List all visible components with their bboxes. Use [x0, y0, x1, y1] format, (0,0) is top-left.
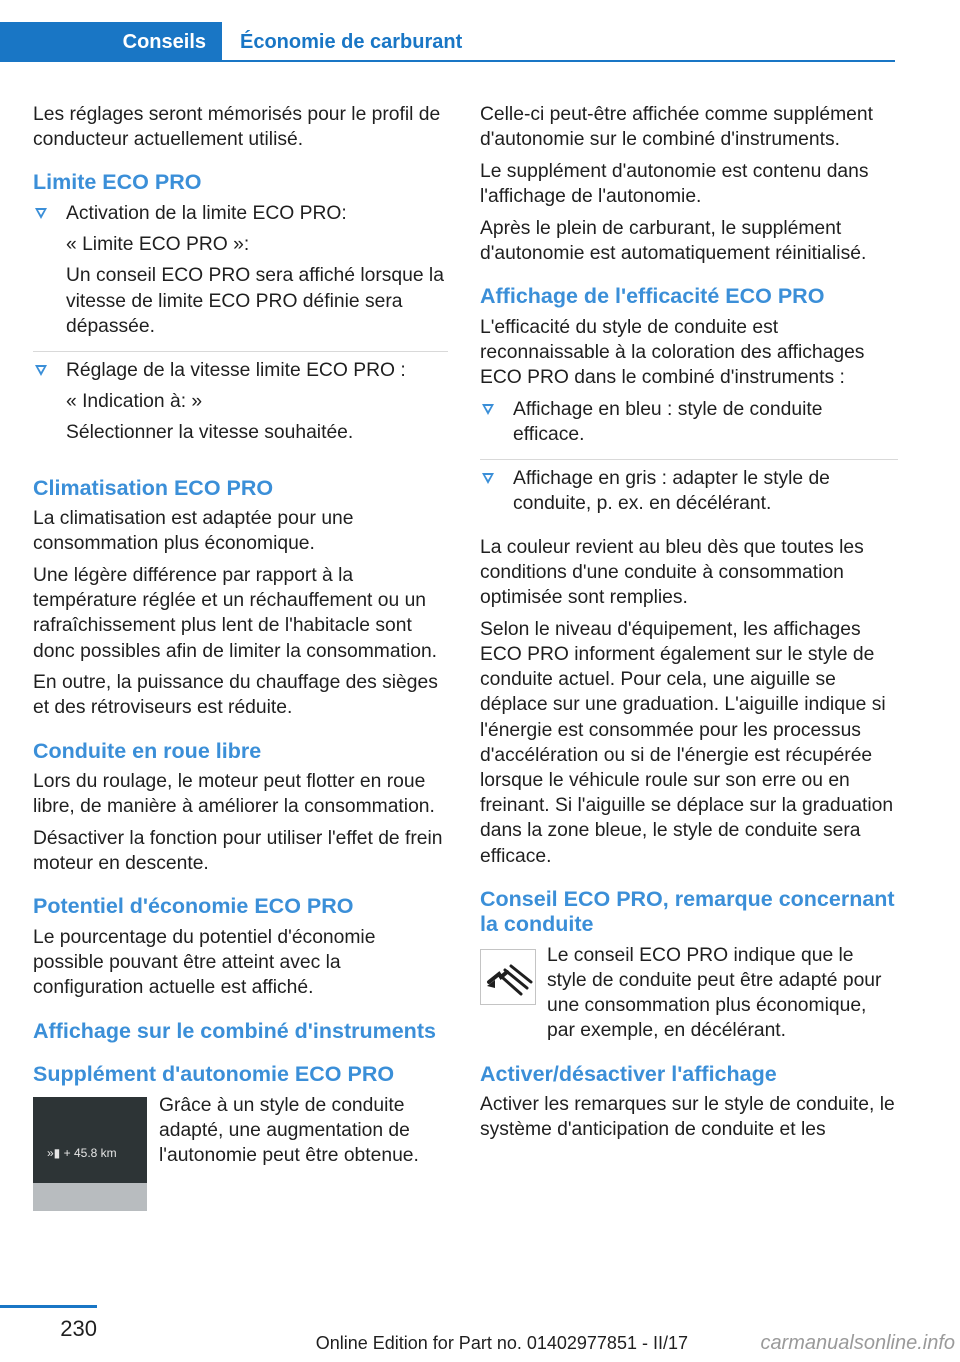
triangle-bullet-icon	[35, 208, 47, 219]
heading-supplement-autonomie: Supplément d'autonomie ECO PRO	[33, 1062, 395, 1087]
supplement-text: Grâce à un style de conduite adapté, une augmentation de l'autonomie peut être obtenue.	[159, 1094, 419, 1166]
page-header	[0, 0, 960, 64]
page-number: 230	[60, 1316, 97, 1341]
heading-roue-libre: Conduite en roue libre	[33, 738, 262, 763]
list-item-text: Affichage en bleu : style de conduite efficace.	[513, 398, 823, 446]
paragraph: Une légère différence par rapport à la température réglée et un réchauffement ou un rafraîchissement plus lent de l'habitacle sont donc possibles afin de limiter la consommation.	[33, 564, 438, 662]
triangle-bullet-icon	[35, 365, 47, 376]
paragraph: La couleur revient au bleu dès que toutes les conditions d'une conduite à consommation optimisée sont remplies.	[480, 536, 864, 609]
supplement-figure-row	[33, 1093, 448, 1213]
conseil-figure-row	[480, 943, 898, 1044]
paragraph: Le pourcentage du potentiel d'économie possible pouvant être atteint avec la configuration actuelle est affiché.	[33, 926, 376, 999]
instrument-cluster-image	[33, 1097, 147, 1211]
list-item-menu: « Limite ECO PRO »:	[66, 234, 250, 256]
heading-affichage-combine: Affichage sur le combiné d'instruments	[33, 1018, 436, 1043]
paragraph: La climatisation est adaptée pour une consommation plus économique.	[33, 508, 354, 555]
eco-pro-tip-icon	[480, 949, 536, 1005]
intro-paragraph: Les réglages seront mémorisés pour le profil de conducteur actuellement utilisé.	[33, 104, 441, 151]
heading-efficacite: Affichage de l'efficacité ECO PRO	[480, 284, 825, 309]
triangle-bullet-icon	[482, 473, 494, 484]
edition-note: Online Edition for Part no. 01402977851 - II/17	[315, 1333, 688, 1353]
efficacite-list	[480, 397, 898, 529]
heading-potentiel: Potentiel d'économie ECO PRO	[33, 894, 354, 919]
heading-limite-eco-pro: Limite ECO PRO	[33, 170, 202, 195]
footer-divider	[0, 1305, 97, 1308]
list-item	[480, 466, 898, 528]
list-item	[480, 397, 898, 460]
image-band	[33, 1183, 147, 1211]
list-item-text: Réglage de la vitesse limite ECO PRO :	[66, 359, 406, 381]
list-item-menu: « Indication à: »	[66, 391, 203, 413]
paragraph: Le supplément d'autonomie est contenu dans l'affichage de l'autonomie.	[480, 160, 869, 208]
paragraph: Désactiver la fonction pour utiliser l'effet de frein moteur en descente.	[33, 828, 443, 875]
limite-list	[33, 201, 448, 458]
paragraph: En outre, la puissance du chauffage des sièges et des rétroviseurs est réduite.	[33, 672, 438, 719]
list-item-text: Affichage en gris : adapter le style de conduite, p. ex. en décélérant.	[513, 468, 830, 515]
paragraph: Celle-ci peut-être affichée comme supplément d'autonomie sur le combiné d'instruments.	[480, 104, 873, 151]
conseil-text: Le conseil ECO PRO indique que le style de conduite peut être adapté pour une consommation plus économique, par exemple, en décélérant.	[547, 944, 882, 1042]
section-tab-conseils[interactable]: Conseils	[0, 22, 222, 62]
list-item-detail: Un conseil ECO PRO sera affiché lorsque la vitesse de limite ECO PRO définie sera dépassée.	[66, 265, 444, 337]
right-column	[480, 102, 898, 1149]
range-extension-readout: »▮ + 45.8 km	[47, 1145, 117, 1160]
triangle-bullet-icon	[482, 404, 494, 415]
list-item	[33, 358, 448, 458]
heading-activer-affichage: Activer/désactiver l'affichage	[480, 1061, 777, 1086]
chapter-tab-economie[interactable]: Économie de carburant	[240, 31, 463, 53]
paragraph: Après le plein de carburant, le supplément d'autonomie est automatiquement réinitialisé.	[480, 217, 867, 265]
paragraph: Selon le niveau d'équipement, les affichages ECO PRO informent également sur le style de conduite actuel. Pour cela, une aiguille se déplace sur une graduation. L'aiguille indique si l'énergie est consommée pour les processus d'accélération ou si de l'énergie est récupérée lorsque le véhicule roule sur son erre ou en freinant. Si l'aiguille se déplace sur la graduation dans la zone bleue, le style de conduite sera efficace.	[480, 618, 894, 867]
heading-conseil-remarque: Conseil ECO PRO, remarque concernant la conduite	[480, 886, 895, 937]
paragraph: Activer les remarques sur le style de conduite, le système d'anticipation de conduite et les	[480, 1094, 895, 1141]
heading-climatisation: Climatisation ECO PRO	[33, 475, 274, 500]
list-item	[33, 201, 448, 352]
list-item-detail: Sélectionner la vitesse souhaitée.	[66, 422, 354, 444]
paragraph: Lors du roulage, le moteur peut flotter en roue libre, de manière à améliorer la consommation.	[33, 771, 435, 818]
header-divider	[0, 60, 895, 62]
list-item-text: Activation de la limite ECO PRO:	[66, 202, 347, 224]
left-column	[33, 102, 448, 1213]
watermark: carmanualsonline.info	[760, 1332, 955, 1354]
paragraph: L'efficacité du style de conduite est reconnaissable à la coloration des affichages ECO PRO dans le combiné d'instruments :	[480, 316, 865, 389]
